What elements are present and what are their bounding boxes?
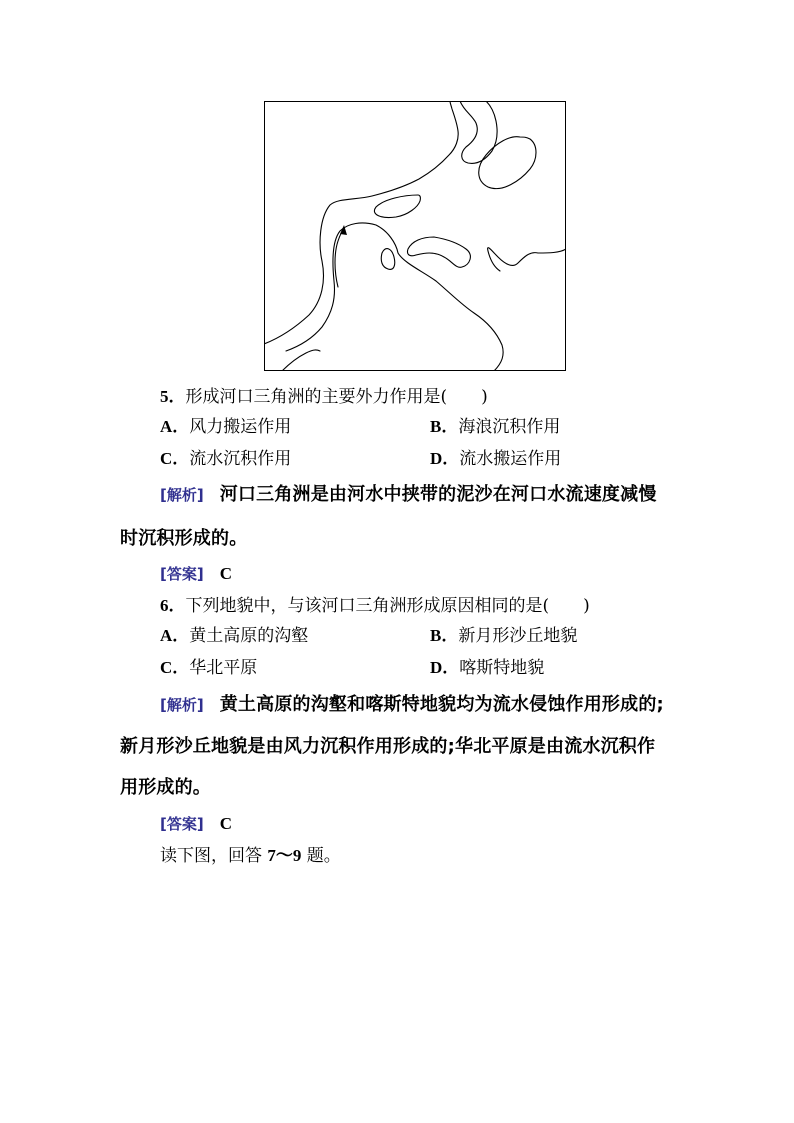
analysis-text: 黄土高原的沟壑和喀斯特地貌均为流水侵蚀作用形成的; bbox=[219, 694, 664, 715]
q5-number: 5． bbox=[160, 387, 186, 406]
map-frame bbox=[265, 102, 566, 371]
q6-answer bbox=[160, 813, 232, 835]
q5-stem bbox=[160, 386, 488, 408]
answer-value: C bbox=[219, 564, 232, 583]
analysis-text: 河口三角洲是由河水中挟带的泥沙在河口水流速度减慢 bbox=[219, 484, 657, 505]
q5-analysis bbox=[160, 484, 657, 506]
q6-option-a[interactable] bbox=[160, 625, 308, 647]
q5-option-b[interactable] bbox=[430, 416, 560, 438]
option-text: 新月形沙丘地貌 bbox=[458, 626, 578, 646]
q6-number: 6． bbox=[160, 596, 186, 615]
option-text: 海浪沉积作用 bbox=[458, 417, 561, 437]
option-letter: A． bbox=[160, 626, 190, 645]
q5-answer bbox=[160, 563, 232, 585]
q6-option-c[interactable] bbox=[160, 657, 257, 679]
analysis-text: 时沉积形成的。 bbox=[120, 528, 248, 549]
option-text: 华北平原 bbox=[189, 658, 258, 678]
answer-tag: [答案] bbox=[160, 565, 204, 583]
q6-analysis bbox=[160, 694, 664, 716]
analysis-tag: [解析] bbox=[160, 696, 204, 714]
q5-stem-text: 形成河口三角洲的主要外力作用是( ) bbox=[185, 387, 488, 407]
q6-option-b[interactable] bbox=[430, 625, 577, 647]
option-text: 喀斯特地貌 bbox=[459, 658, 545, 678]
q6-analysis-cont bbox=[120, 736, 655, 758]
option-letter: B． bbox=[430, 417, 459, 436]
q6-stem bbox=[160, 595, 590, 617]
q6-analysis-cont2 bbox=[120, 777, 211, 799]
option-text: 流水沉积作用 bbox=[189, 449, 292, 469]
q5-option-a[interactable] bbox=[160, 416, 291, 438]
instruction-prefix: 读下图，回答 bbox=[160, 846, 268, 866]
analysis-tag: [解析] bbox=[160, 486, 204, 504]
answer-tag: [答案] bbox=[160, 815, 204, 833]
next-instruction bbox=[160, 845, 341, 867]
q5-analysis-cont bbox=[120, 528, 247, 550]
option-text: 黄土高原的沟壑 bbox=[189, 626, 309, 646]
option-letter: D． bbox=[430, 658, 460, 677]
option-letter: A． bbox=[160, 417, 190, 436]
option-text: 流水搬运作用 bbox=[459, 449, 562, 469]
option-text: 风力搬运作用 bbox=[189, 417, 292, 437]
analysis-text: 用形成的。 bbox=[120, 777, 211, 798]
q6-option-d[interactable] bbox=[430, 657, 544, 679]
option-letter: B． bbox=[430, 626, 459, 645]
option-letter: D． bbox=[430, 449, 460, 468]
q6-stem-text: 下列地貌中，与该河口三角洲形成原因相同的是( ) bbox=[185, 596, 590, 616]
option-letter: C． bbox=[160, 658, 190, 677]
option-letter: C． bbox=[160, 449, 190, 468]
q5-option-c[interactable] bbox=[160, 448, 291, 470]
answer-value: C bbox=[219, 814, 232, 833]
instruction-range: 7～9 bbox=[267, 846, 302, 865]
instruction-suffix: 题。 bbox=[301, 846, 341, 866]
analysis-text: 新月形沙丘地貌是由风力沉积作用形成的;华北平原是由流水沉积作 bbox=[120, 736, 656, 757]
estuary-delta-map bbox=[264, 101, 566, 371]
q5-option-d[interactable] bbox=[430, 448, 561, 470]
